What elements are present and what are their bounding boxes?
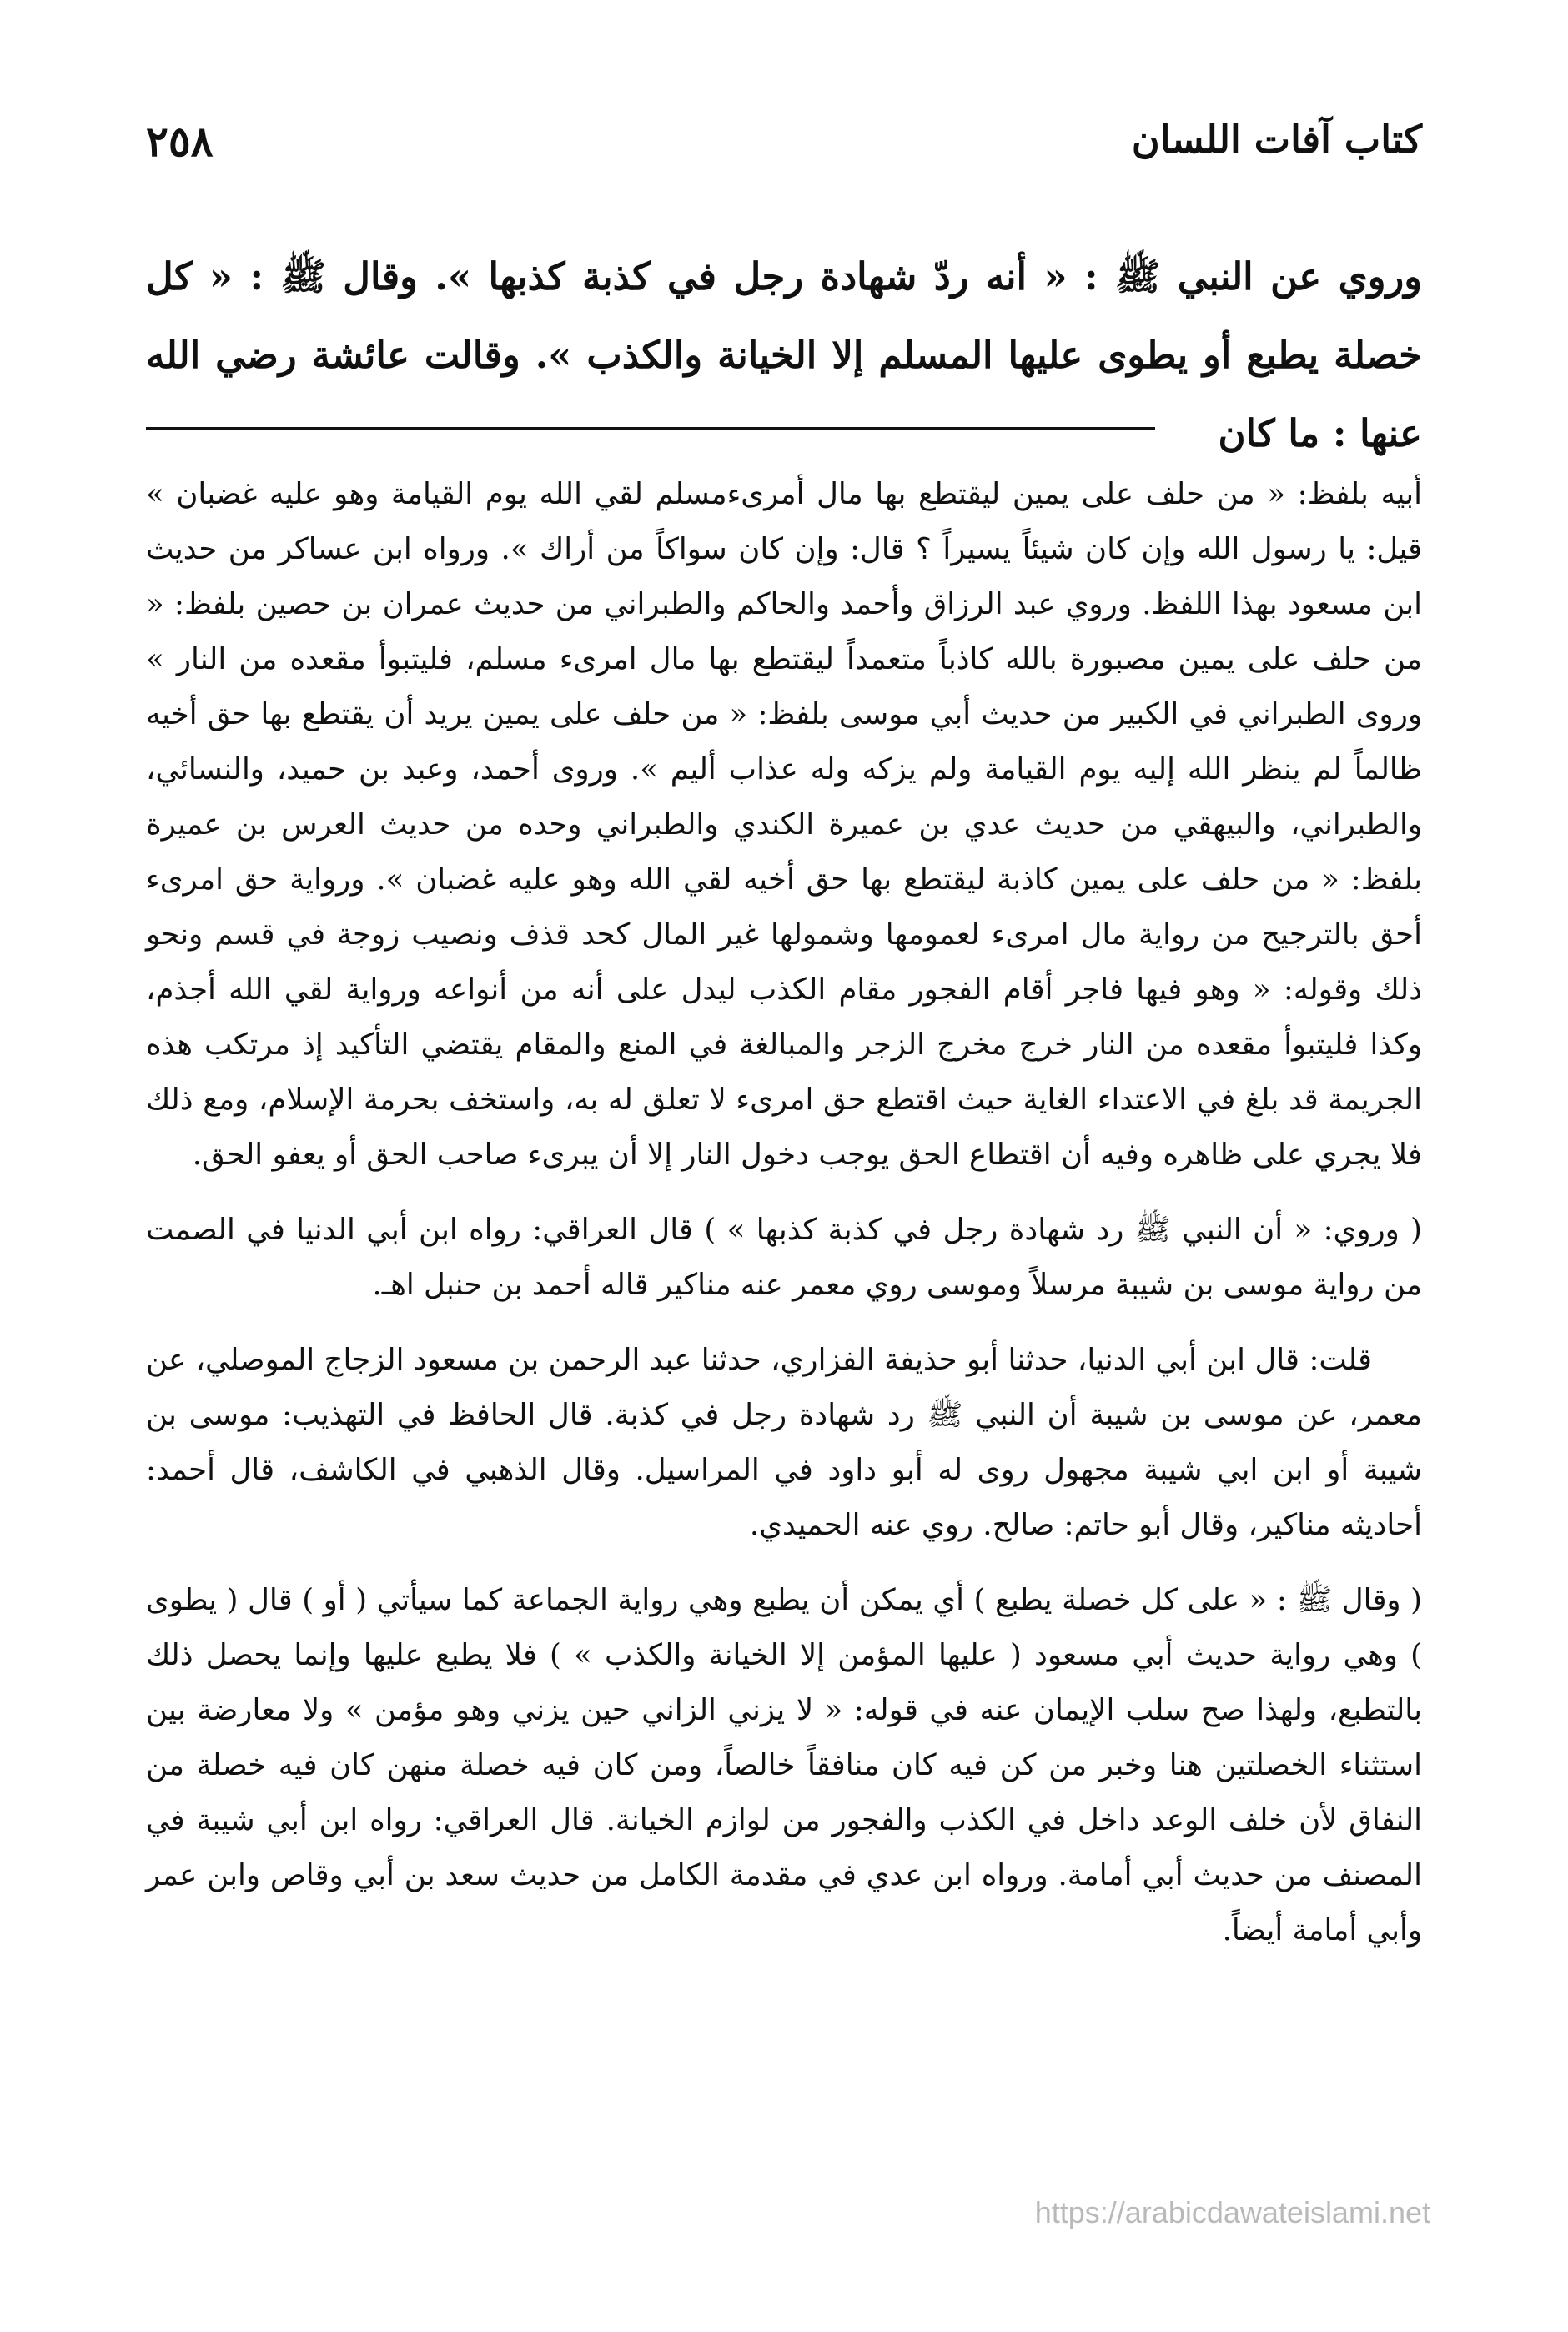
footnote-separator [146,427,1155,430]
page-header [146,117,1422,175]
running-title: كتاب آفات اللسان [1131,117,1422,162]
footnote-paragraph-4: ( وقال ﷺ : « على كل خصلة يطبع ) أي يمكن أن يطبع وهي رواية الجماعة كما سيأتي ( أو ) قال ( يطوى ) وهي رواية حديث أبي مسعود ( عليها المؤمن إلا الخيانة والكذب » ) فلا يطبع عليها وإنما يحصل ذلك بالتطبع، ولهذا صح سلب الإيمان عنه في قوله: « لا يزني الزاني حين يزني وهو مؤمن » ولا معارضة بين استثناء الخصلتين هنا وخبر من كن فيه كان منافقاً خالصاً، ومن كان فيه خصلة منهن كان فيه خصلة من النفاق لأن خلف الوعد داخل في الكذب والفجور من لوازم الخيانة. قال العراقي: رواه ابن أبي شيبة في المصنف من حديث أبي أمامة. ورواه ابن عدي في مقدمة الكامل من حديث سعد بن أبي وقاص وابن عمر وأبي أمامة أيضاً. [146,1583,1422,1948]
page-number: ٢٥٨ [146,117,214,166]
watermark-url: https://arabicdawateislami.net [1034,2195,1430,2229]
footnote-paragraph-3: قلت: قال ابن أبي الدنيا، حدثنا أبو حذيفة الفزاري، حدثنا عبد الرحمن بن مسعود الزجاج الموصلي، عن معمر، عن موسى بن شيبة أن النبي ﷺ رد شهادة رجل في كذبة. قال الحافظ في التهذيب: موسى بن شيبة أو ابن ابي شيبة مجهول روى له أبو داود في المراسيل. وقال الذهبي في الكاشف، قال أحمد: أحاديثه مناكير، وقال أبو حاتم: صالح. روي عنه الحميدي. [146,1343,1422,1542]
footnotes [146,467,1422,1958]
main-paragraph: وروي عن النبي ﷺ : « أنه ردّ شهادة رجل في كذبة كذبها ». وقال ﷺ : « كل خصلة يطبع أو يطوى عليها المسلم إلا الخيانة والكذب ». وقالت عائشة رضي الله عنها : ما كان [146,254,1422,455]
footnote-paragraph-2: ( وروي: « أن النبي ﷺ رد شهادة رجل في كذبة كذبها » ) قال العراقي: رواه ابن أبي الدنيا في الصمت من رواية موسى بن شيبة مرسلاً وموسى روي معمر عنه مناكير قاله أحمد بن حنبل اهـ. [146,1213,1422,1302]
footnote-paragraph-1: أبيه بلفظ: « من حلف على يمين ليقتطع بها مال أمرىءمسلم لقي الله يوم القيامة وهو عليه غضبان » قيل: يا رسول الله وإن كان شيئاً يسيراً ؟ قال: وإن كان سواكاً من أراك ». ورواه ابن عساكر من حديث ابن مسعود بهذا اللفظ. وروي عبد الرزاق وأحمد والحاكم والطبراني من حديث عمران بن حصين بلفظ: « من حلف على يمين مصبورة بالله كاذباً متعمداً ليقتطع بها مال امرىء مسلم، فليتبوأ مقعده من النار » وروى الطبراني في الكبير من حديث أبي موسى بلفظ: « من حلف على يمين يريد أن يقتطع بها حق أخيه ظالماً لم ينظر الله إليه يوم القيامة ولم يزكه وله عذاب أليم ». وروى أحمد، وعبد بن حميد، والنسائي، والطبراني، والبيهقي من حديث عدي بن عميرة الكندي والطبراني وحده من حديث العرس بن عميرة بلفظ: « من حلف على يمين كاذبة ليقتطع بها حق أخيه لقي الله وهو عليه غضبان ». ورواية حق امرىء أحق بالترجيح من رواية مال امرىء لعمومها وشمولها غير المال كحد قذف ونصيب زوجة في قسم ونحو ذلك وقوله: « وهو فيها فاجر أقام الفجور مقام الكذب ليدل على أنه من أنواعه ورواية لقي الله أجذم، وكذا فليتبوأ مقعده من النار خرج مخرج الزجر والمبالغة في المنع والمقام يقتضي التأكيد إذ مرتكب هذه الجريمة قد بلغ في الاعتداء الغاية حيث اقتطع حق امرىء لا تعلق له به، واستخف بحرمة الإسلام، ومع ذلك فلا يجري على ظاهره وفيه أن اقتطاع الحق يوجب دخول النار إلا أن يبرىء صاحب الحق أو يعفو الحق. [146,477,1422,1172]
main-text [146,238,1422,473]
